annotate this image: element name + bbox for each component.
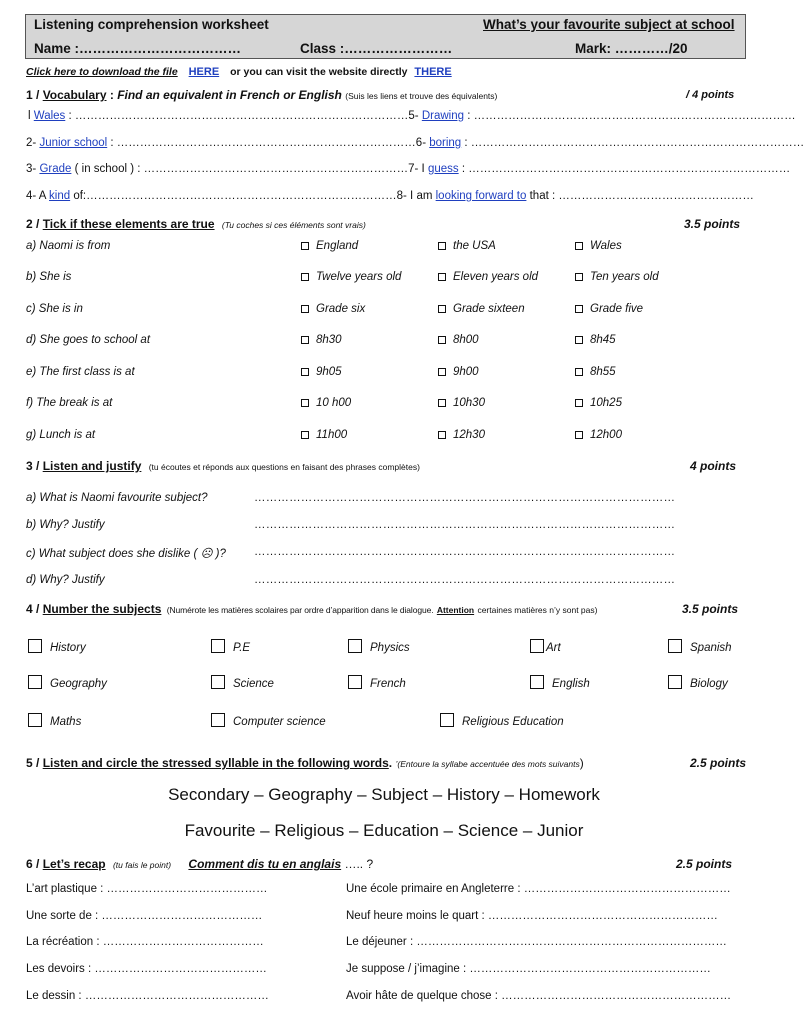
vocab-link-grade[interactable]: Grade — [39, 163, 72, 175]
checkbox-icon[interactable] — [301, 273, 309, 281]
section-note: (Suis les liens et trouve des équivalents) — [345, 91, 498, 101]
vocab-prefix: 4- A — [26, 190, 46, 202]
section-instruction: Find an equivalent in French or English — [117, 88, 342, 102]
option-label: 11h00 — [316, 429, 348, 441]
option-label: Grade five — [590, 303, 644, 315]
vocab-prefix: l — [28, 110, 31, 122]
tick-option[interactable] — [438, 303, 525, 315]
class-field[interactable]: Class :…………………… — [300, 41, 453, 56]
vocab-prefix: 3- — [26, 163, 37, 175]
worksheet-header — [25, 14, 746, 59]
vocab-row-1 — [28, 110, 796, 122]
subject-label: Science — [233, 678, 274, 690]
tick-question-c: c) She is in — [26, 303, 83, 315]
tick-option[interactable] — [301, 334, 342, 346]
stress-words-line-1: Secondary – Geography – Subject – History – Homework — [168, 785, 600, 804]
checkbox-icon[interactable] — [440, 713, 454, 727]
option-label: 9h00 — [453, 366, 479, 378]
checkbox-icon[interactable] — [211, 639, 225, 653]
recap-right-3[interactable]: Le déjeuner : ……………………………………………………………………… — [346, 936, 727, 948]
checkbox-icon[interactable] — [438, 273, 446, 281]
tick-option[interactable] — [438, 397, 485, 409]
section-2-points: 3.5 points — [684, 217, 741, 231]
vocab-blank: that : …………………………………………… — [529, 190, 754, 202]
section-note: (Numérote les matières scolaires par ordre d’apparition dans le dialogue. — [166, 605, 434, 615]
tick-option[interactable] — [575, 366, 616, 378]
tick-option[interactable] — [575, 240, 622, 252]
worksheet-title: Listening comprehension worksheet — [34, 17, 269, 32]
recap-right-1[interactable]: Une école primaire en Angleterre : ……………………………………………… — [346, 883, 731, 895]
checkbox-icon[interactable] — [301, 242, 309, 250]
vocab-link-kind[interactable]: kind — [49, 190, 71, 202]
option-label: 8h55 — [590, 366, 616, 378]
recap-left-1[interactable]: L’art plastique : …………………………………… — [26, 883, 268, 895]
option-label: Wales — [590, 240, 622, 252]
vocab-prefix: 2- — [26, 137, 37, 149]
recap-right-5[interactable]: Avoir hâte de quelque chose : …………………………………………………… — [346, 990, 732, 1002]
checkbox-icon[interactable] — [575, 399, 583, 407]
checkbox-icon[interactable] — [28, 713, 42, 727]
checkbox-icon[interactable] — [438, 368, 446, 376]
tick-option[interactable] — [575, 271, 659, 283]
vocab-link-drawing[interactable]: Drawing — [421, 110, 465, 122]
subject-label: History — [50, 642, 86, 654]
option-label: 8h30 — [316, 334, 342, 346]
subject-item[interactable] — [668, 639, 732, 654]
section-1-points: / 4 points — [686, 89, 735, 101]
tick-option[interactable] — [438, 240, 496, 252]
stress-words-line-2: Favourite – Religious – Education – Science – Junior — [184, 821, 584, 840]
subject-label: Religious Education — [462, 716, 564, 728]
checkbox-icon[interactable] — [348, 639, 362, 653]
subject-label: Physics — [370, 642, 410, 654]
section-number: 6 / — [26, 857, 40, 871]
subject-item[interactable] — [211, 713, 326, 728]
vocab-blank: of:………………………………………………………………………8- I am — [73, 190, 433, 202]
subject-item[interactable] — [211, 639, 250, 654]
section-6-points: 2.5 points — [676, 857, 733, 871]
subject-item[interactable] — [211, 675, 274, 690]
vocab-blank: ( in school ) : ……………………………………………………………7- I — [74, 163, 425, 175]
section-2-heading — [26, 217, 366, 231]
section-note: (Tu coches si ces éléments sont vrais) — [221, 220, 366, 230]
recap-left-2[interactable]: Une sorte de : …………………………………… — [26, 910, 263, 922]
section-title: Vocabulary — [42, 88, 107, 102]
section-title: Let’s recap — [42, 857, 106, 871]
recap-right-4[interactable]: Je suppose / j’imagine : ……………………………………………………… — [346, 963, 711, 975]
vocab-link-looking-forward-to[interactable]: looking forward to — [435, 190, 527, 202]
checkbox-icon[interactable] — [575, 305, 583, 313]
section-6-heading — [26, 857, 373, 871]
answer-line[interactable]: ……………………………………………………………………………………………… — [254, 492, 676, 504]
option-label: 12h30 — [453, 429, 485, 441]
checkbox-icon[interactable] — [668, 675, 682, 689]
tick-option[interactable] — [301, 271, 401, 283]
checkbox-icon[interactable] — [438, 242, 446, 250]
justify-question-b: b) Why? Justify — [26, 519, 105, 531]
tick-option[interactable] — [301, 397, 351, 409]
tick-question-d: d) She goes to school at — [26, 334, 151, 346]
checkbox-icon[interactable] — [301, 431, 309, 439]
subject-label: English — [552, 678, 590, 690]
vocab-link-boring[interactable]: boring — [429, 137, 462, 149]
tick-option[interactable] — [575, 397, 622, 409]
section-number: 2 / — [26, 217, 40, 231]
tick-option[interactable] — [575, 334, 616, 346]
subject-label: Maths — [50, 716, 82, 728]
question-tail: ….. ? — [344, 857, 374, 871]
section-dot: . — [388, 756, 393, 770]
section-1-heading — [26, 88, 497, 102]
tick-option[interactable] — [301, 303, 365, 315]
checkbox-icon[interactable] — [575, 368, 583, 376]
option-label: Eleven years old — [453, 271, 539, 283]
option-label: 10 h00 — [316, 397, 352, 409]
justify-question-c: c) What subject does she dislike ( ☹ )? — [26, 548, 226, 560]
section-colon: : — [109, 88, 114, 102]
tick-question-b: b) She is — [26, 271, 72, 283]
checkbox-icon[interactable] — [575, 242, 583, 250]
subject-item[interactable] — [28, 639, 86, 654]
tick-question-a: a) Naomi is from — [26, 240, 111, 252]
subject-label: Art — [546, 642, 561, 654]
section-note: (tu écoutes et réponds aux questions en faisant des phrases complètes) — [148, 462, 420, 472]
option-label: 10h25 — [590, 397, 622, 409]
subject-item[interactable] — [440, 713, 564, 728]
checkbox-icon[interactable] — [301, 336, 309, 344]
section-title: Number the subjects — [42, 602, 162, 616]
here-link[interactable]: HERE — [188, 66, 220, 78]
subject-item[interactable] — [530, 639, 561, 654]
section-title: Listen and circle the stressed syllable in the following words — [42, 756, 389, 770]
tick-question-g: g) Lunch is at — [26, 429, 96, 441]
tick-option[interactable] — [438, 334, 479, 346]
download-line — [26, 66, 452, 78]
option-label: 10h30 — [453, 397, 485, 409]
name-field[interactable]: Name :……………………………… — [34, 41, 242, 56]
answer-line[interactable]: ……………………………………………………………………………………………… — [254, 546, 676, 558]
checkbox-icon[interactable] — [28, 639, 42, 653]
checkbox-icon[interactable] — [211, 713, 225, 727]
option-label: Grade six — [316, 303, 366, 315]
subject-item[interactable] — [348, 639, 410, 654]
recap-right-2[interactable]: Neuf heure moins le quart : …………………………………………………… — [346, 910, 718, 922]
section-number: 5 / — [26, 756, 40, 770]
justify-question-d: d) Why? Justify — [26, 574, 105, 586]
answer-line[interactable]: ……………………………………………………………………………………………… — [254, 574, 676, 586]
subject-item[interactable] — [28, 713, 81, 728]
checkbox-icon[interactable] — [530, 639, 544, 653]
tick-question-e: e) The first class is at — [26, 366, 135, 378]
section-note: (tu fais le point) — [112, 860, 172, 870]
worksheet-topic: What’s your favourite subject at school — [483, 17, 735, 32]
subject-label: French — [370, 678, 406, 690]
attention-word: Attention — [436, 605, 475, 615]
checkbox-icon[interactable] — [348, 675, 362, 689]
checkbox-icon[interactable] — [301, 368, 309, 376]
section-4-points: 3.5 points — [682, 602, 739, 616]
section-question: Comment dis tu en anglais — [188, 857, 342, 871]
section-3-heading — [26, 459, 420, 473]
recap-left-3[interactable]: La récréation : …………………………………… — [26, 936, 264, 948]
section-5-points: 2.5 points — [690, 756, 747, 770]
option-label: 9h05 — [316, 366, 342, 378]
website-text: or you can visit the website directly — [230, 66, 408, 78]
option-label: England — [316, 240, 359, 252]
vocab-row-3 — [26, 163, 790, 175]
checkbox-icon[interactable] — [438, 336, 446, 344]
subject-label: Biology — [690, 678, 728, 690]
download-text: Click here to download the file — [26, 66, 178, 78]
vocab-link-guess[interactable]: guess — [427, 163, 459, 175]
checkbox-icon[interactable] — [575, 336, 583, 344]
subject-label: Spanish — [690, 642, 732, 654]
checkbox-icon[interactable] — [301, 399, 309, 407]
section-5-heading — [26, 756, 584, 770]
section-number: 1 / — [26, 88, 40, 102]
recap-left-5[interactable]: Le dessin : ………………………………………… — [26, 990, 269, 1002]
section-4-heading — [26, 602, 597, 616]
option-label: Grade sixteen — [453, 303, 525, 315]
subject-item[interactable] — [28, 675, 107, 690]
section-number: 4 / — [26, 602, 40, 616]
checkbox-icon[interactable] — [301, 305, 309, 313]
option-label: Twelve years old — [316, 271, 402, 283]
checkbox-icon[interactable] — [668, 639, 682, 653]
option-label: 12h00 — [590, 429, 622, 441]
checkbox-icon[interactable] — [28, 675, 42, 689]
section-3-points: 4 points — [690, 459, 737, 473]
checkbox-icon[interactable] — [438, 399, 446, 407]
option-label: 8h45 — [590, 334, 616, 346]
section-title: Listen and justify — [42, 459, 142, 473]
checkbox-icon[interactable] — [575, 273, 583, 281]
option-label: the USA — [453, 240, 496, 252]
vocab-row-4 — [26, 190, 754, 202]
subject-item[interactable] — [530, 675, 590, 690]
tick-option[interactable] — [301, 366, 342, 378]
checkbox-icon[interactable] — [438, 431, 446, 439]
vocab-link-wales[interactable]: Wales — [33, 110, 66, 122]
tick-option[interactable] — [438, 271, 538, 283]
recap-left-4[interactable]: Les devoirs : ……………………………………… — [26, 963, 267, 975]
vocab-blank: : ……………………………………………………………………………5- — [68, 110, 419, 122]
subject-label: Geography — [50, 678, 107, 690]
checkbox-icon[interactable] — [211, 675, 225, 689]
vocab-blank: : ………………………………………………………………………… — [461, 163, 791, 175]
tick-option[interactable] — [438, 429, 485, 441]
checkbox-icon[interactable] — [530, 675, 544, 689]
section-paren: ) — [579, 756, 584, 770]
subject-label: P.E — [233, 642, 251, 654]
answer-line[interactable]: ……………………………………………………………………………………………… — [254, 519, 676, 531]
section-note: certaines matières n’y sont pas) — [477, 605, 598, 615]
tick-option[interactable] — [575, 429, 622, 441]
tick-option[interactable] — [438, 366, 479, 378]
vocab-blank: : ………………………………………………………………………… — [467, 110, 796, 122]
vocab-blank: : ……………………………………………………………………6- — [110, 137, 427, 149]
subject-item[interactable] — [348, 675, 406, 690]
tick-option[interactable] — [575, 303, 643, 315]
section-note: ’(Entoure la syllabe accentuée des mots suivants — [395, 759, 580, 769]
option-label: Ten years old — [590, 271, 659, 283]
tick-question-f: f) The break is at — [26, 397, 113, 409]
option-label: 8h00 — [453, 334, 479, 346]
checkbox-icon[interactable] — [575, 431, 583, 439]
section-number: 3 / — [26, 459, 40, 473]
checkbox-icon[interactable] — [438, 305, 446, 313]
subject-label: Computer science — [233, 716, 326, 728]
mark-field: Mark: …………/20 — [575, 41, 688, 56]
tick-option[interactable] — [301, 429, 347, 441]
vocab-link-junior-school[interactable]: Junior school — [39, 137, 108, 149]
subject-item[interactable] — [668, 675, 728, 690]
justify-question-a: a) What is Naomi favourite subject? — [26, 492, 208, 504]
tick-option[interactable] — [301, 240, 358, 252]
vocab-blank: : …………………………………………………………………………… — [464, 137, 804, 149]
there-link[interactable]: THERE — [414, 66, 452, 78]
section-title: Tick if these elements are true — [42, 217, 215, 231]
vocab-row-2 — [26, 137, 804, 149]
